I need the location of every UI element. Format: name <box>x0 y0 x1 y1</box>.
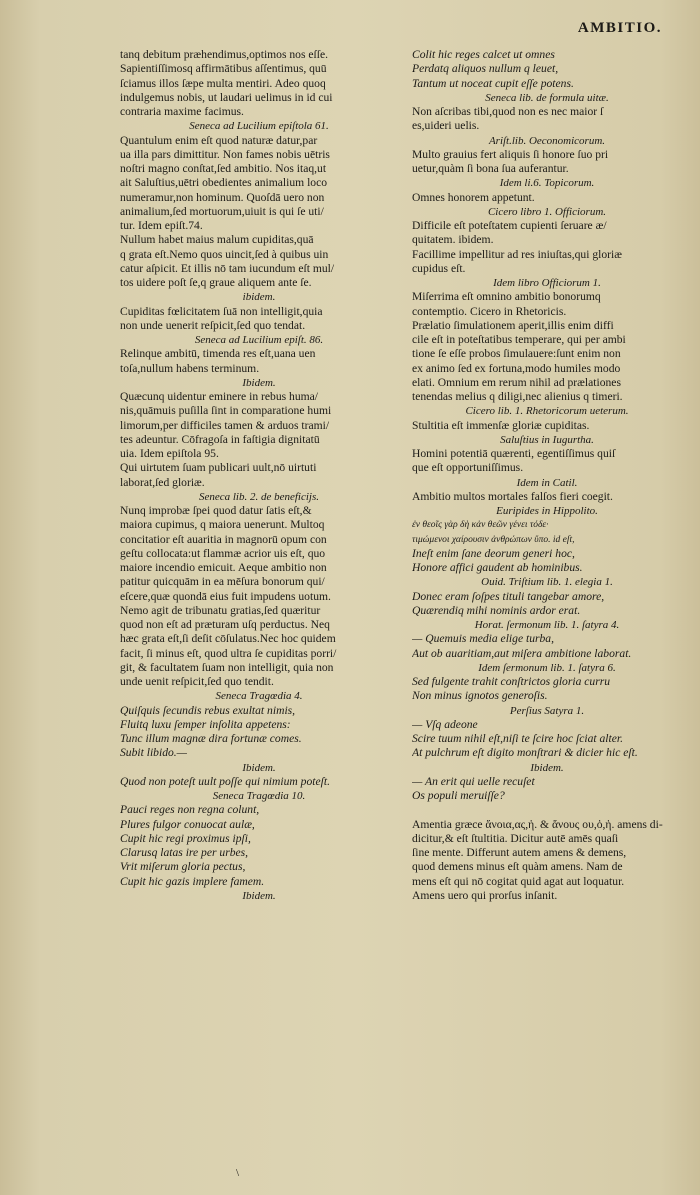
text-line: Quod non poteſt uult poſſe qui nimium poteſt. <box>120 774 330 788</box>
text-line: indulgemus nobis, ut laudari uelimus in id cui <box>120 90 333 104</box>
text-line: q grata eſt.Nemo quos uincit,ſed à quibus uin <box>120 247 329 261</box>
text-line: Os populi meruiſſe? <box>412 789 505 802</box>
text-line: tur. Idem epiſt.74. <box>120 219 203 232</box>
text-line: Quæcunq uidentur eminere in rebus huma/ <box>120 390 319 403</box>
text-line: catur aſpicit. Et illis nō tam iucundum eſt mul/ <box>120 261 335 275</box>
text-line: hæc grata eſt,ſi deſit cōſulatus.Nec hoc quidem <box>120 632 336 646</box>
text-line: Difficile eſt poteſtatem cupienti ſeruare æ/ <box>412 219 607 232</box>
text-line: Qui uirtutem ſuam publicari uult,nō uirtuti <box>120 461 317 475</box>
source-citation: Horat. ſermonum lib. 1. ſatyra 4. <box>474 619 620 631</box>
text-line: Tunc illum magnæ dira fortunæ comes. <box>120 732 302 745</box>
text-line: concitatior eſt auaritia in magnorū opum con <box>120 532 327 546</box>
source-citation: Euripides in Hippolito. <box>496 505 598 517</box>
text-line: ex animo ſed ex fortuna,modo humiles modo <box>412 361 621 375</box>
text-line: ſine mente. Differunt autem amens & demens, <box>412 846 627 859</box>
text-line: mens eſt qui nō cogitat quid agat aut loquatur. <box>412 874 625 888</box>
text-line: — An erit qui uelle recuſet <box>412 774 535 788</box>
text-line: Cupit hic regi proximus ipſi, <box>120 831 251 845</box>
text-line: cupidus eſt. <box>412 261 466 275</box>
text-line: — Vſq adeone <box>412 717 478 731</box>
left-column <box>120 48 398 903</box>
text-line: Stultitia eſt immenſæ gloriæ cupiditas. <box>412 418 590 432</box>
text-line: Pauci reges non regna colunt, <box>120 803 260 817</box>
text-line: Relinque ambitū, timenda res eſt,uana uen <box>120 347 316 361</box>
source-citation: Seneca Tragœdia 4. <box>215 690 303 703</box>
text-line: Sed fulgente trahit conſtrictos gloria curru <box>412 675 611 688</box>
source-citation: Idem libro Officiorum 1. <box>493 277 601 289</box>
text-line: Honore affici gaudent ab hominibus. <box>412 561 583 574</box>
text-line: tione ſe eſſe probos ſimulauere:ſunt enim non <box>412 347 621 361</box>
text-line: tos uidere poſt ſe,q graue aliquem ante ſe. <box>120 276 312 289</box>
text-line: Miſerrima eſt omnino ambitio bonorumq <box>412 290 601 304</box>
text-line: tenendas melius q diligi,nec alienius q timeri. <box>412 390 623 403</box>
text-line: Nemo agit de tribunatu gratias,ſed quæritur <box>120 603 321 617</box>
text-line: patitur quicquām in ea mēſura bonorum qui/ <box>120 575 325 589</box>
source-citation: Ariſt.lib. Oeconomicorum. <box>488 134 606 147</box>
text-line: Subit libido.— <box>120 746 187 760</box>
text-line: quitatem. ibidem. <box>412 233 494 247</box>
text-line: unde uenit reſpicit,ſed quo tendit. <box>120 675 274 688</box>
source-citation: Ibidem. <box>242 889 276 902</box>
source-citation: Cicero lib. 1. Rhetoricorum ueterum. <box>465 405 629 418</box>
text-line: Facillime impellitur ad res iniuſtas,qui gloriæ <box>412 247 622 261</box>
text-line: Quantulum enim eſt quod naturæ datur,par <box>120 133 318 147</box>
text-line: Donec eram ſoſpes tituli tangebar amore, <box>412 589 605 603</box>
source-citation: Seneca lib. de formula uitæ. <box>485 91 609 104</box>
text-line: es,uideri uelis. <box>412 119 480 133</box>
text-line: Omnes honorem appetunt. <box>412 190 535 204</box>
text-line: Nunq improbæ ſpei quod datur ſatis eſt,& <box>120 504 312 517</box>
source-citation: Idem ſermonum lib. 1. ſatyra 6. <box>478 661 616 674</box>
text-line: animalium,ſed mortuorum,uiuit is qui ſe uti/ <box>120 204 324 218</box>
text-line: noſtri magno conſtat,ſed ambitio. Nos itaq,ut <box>120 162 327 175</box>
text-line: At pulchrum eſt digito monſtrari & dicier hic eſt. <box>412 746 638 760</box>
text-line: facit, ſi minus eſt, quod ultra ſe cupiditas porri/ <box>120 646 337 660</box>
text-line: toſa,nullum habens terminum. <box>120 361 260 375</box>
text-line: Scire tuum nihil eſt,niſi te ſcire hoc ſciat alter. <box>412 732 624 745</box>
text-line: Perdatq aliquos nullum q leuet, <box>412 62 559 76</box>
text-line: Vrit miſerum gloria pectus, <box>120 860 246 874</box>
text-line: Sapientiſſimosq affirmātibus aſſentimus, quū <box>120 62 327 76</box>
text-line: Colit hic reges calcet ut omnes <box>412 48 555 61</box>
text-line: nis,quāmuis puſilla ſint in comparatione humi <box>120 404 332 418</box>
text-line: contemptio. Cicero in Rhetoricis. <box>412 304 567 318</box>
text-line: Clarusq latas ire per urbes, <box>120 846 249 859</box>
text-line: τιμώμενοι χαίρουσιν ἀνθρώπων ὕπο. id eſt, <box>412 534 575 545</box>
source-citation: Ouid. Triſtium lib. 1. elegia 1. <box>481 576 613 589</box>
text-line: dicitur,& eſt ſtultitia. Dicitur autē amēs quaſi <box>412 831 619 845</box>
text-line: Cupit hic gazis implere famem. <box>120 874 265 888</box>
text-line: maiora cupimus, q maiora uenerunt. Multoq <box>120 518 325 532</box>
bottom-mark: \ <box>236 1167 240 1179</box>
running-head: AMBITIO. <box>577 20 662 36</box>
text-line: maiore incendio emicuit. Aeque ambitio non <box>120 561 327 574</box>
source-citation: Idem li.6. Topicorum. <box>499 177 595 190</box>
source-citation: ibidem. <box>242 291 276 304</box>
text-line: uetur,quàm ſi bona ſua auferantur. <box>412 162 569 175</box>
text-line: Quiſquis ſecundis rebus exultat nimis, <box>120 703 296 717</box>
text-line: quod non eſt ad præturam uſq perductus. Neq <box>120 618 330 631</box>
source-citation: Seneca ad Lucilium epiſtola 61. <box>189 120 329 133</box>
text-line: geſtu collocata:ut flammæ acrior uis eſt, quo <box>120 546 326 560</box>
text-line: tanq debitum præhendimus,optimos nos eſſe. <box>120 48 329 61</box>
text-line: Ineſt enim ſane deorum generi hoc, <box>412 546 575 560</box>
text-line: Ambitio multos mortales falſos fieri coegit. <box>412 489 613 503</box>
source-citation: Ibidem. <box>530 761 564 774</box>
text-line: eſcere,quæ quondā eius fuit impudens uotum. <box>120 589 331 603</box>
text-line: Multo grauius fert aliquis ſi honore ſuo pri <box>412 147 609 161</box>
text-line: Plures fulgor conuocat aulæ, <box>120 817 255 831</box>
text-line: Homini potentiā quærenti, egentiſſimus quiſ <box>412 447 616 460</box>
text-line: cile eſt in poteſtatibus temperare, qui per ambi <box>412 333 626 346</box>
source-citation: Seneca lib. 2. de beneficijs. <box>198 490 320 503</box>
text-line: laborat,ſed gloriæ. <box>120 475 205 489</box>
text-line: Amens uero qui prorſus inſanit. <box>412 888 558 902</box>
right-column <box>412 48 682 903</box>
text-line: Aut ob auaritiam,aut miſera ambitione laborat. <box>412 646 632 660</box>
source-citation: Seneca ad Lucilium epiſt. 86. <box>194 334 324 346</box>
source-citation: Perſius Satyra 1. <box>509 704 585 717</box>
text-line: Nullum habet maius malum cupiditas,quā <box>120 233 314 247</box>
source-citation: Cicero libro 1. Officiorum. <box>487 205 607 218</box>
text-line: ſciamus illos ſæpe multa mentiri. Adeo quoq <box>120 76 326 90</box>
text-line <box>412 803 682 817</box>
source-citation: Idem in Catil. <box>516 476 578 489</box>
text-line: Non aſcribas tibi,quod non es nec maior ſ <box>412 105 604 118</box>
text-line: ἐν θεοῖς γὰρ δὴ κἀν θεῶν γένει τόδε· <box>412 520 549 531</box>
source-citation: Saluſtius in Iugurtha. <box>500 433 594 446</box>
text-line: contraria maxime facimus. <box>120 105 244 118</box>
text-line: Fluitq luxu ſemper inſolita appetens: <box>120 717 291 731</box>
text-line: que eſt opportuniſſimus. <box>412 461 524 475</box>
text-line: Quærendiq mihi nominis ardor erat. <box>412 603 581 617</box>
source-citation: Seneca Tragœdia 10. <box>212 790 306 802</box>
text-line: — Quemuis media elige turba, <box>412 632 555 646</box>
text-line: Prælatio ſimulationem aperit,illis enim diffi <box>412 318 614 332</box>
text-line: quod demens minus eſt quàm amens. Nam de <box>412 860 623 874</box>
text-line: tes adeuntur. Cōfragoſa in faſtigia dignitatū <box>120 432 320 446</box>
text-line: elati. Omnium em rerum nihil ad prælationes <box>412 375 621 389</box>
text-line: Cupiditas fœlicitatem ſuā non intelligit,quia <box>120 304 323 318</box>
text-line: git, & facultatem ſuam non intelligit, quia non <box>120 660 334 674</box>
text-line: Non minus ignotos generoſis. <box>412 689 548 703</box>
text-line: Amentia græce ἄνοια,ας,ἡ. & ἄνους ου,ὁ,ἡ. amens di- <box>412 817 663 831</box>
text-line: uia. Idem epiſtola 95. <box>120 447 219 460</box>
text-line: Tantum ut noceat cupit eſſe potens. <box>412 76 574 90</box>
text-line: numeramur,non hominum. Quoſdā uero non <box>120 190 325 204</box>
text-line: ait Saluſtius,uētri obedientes animalium loco <box>120 176 328 190</box>
text-line: ua illa pars dimittitur. Non fames nobis uētris <box>120 147 330 161</box>
source-citation: Ibidem. <box>242 761 276 774</box>
text-line: non unde uenerit reſpicit,ſed quo tendat. <box>120 318 306 332</box>
source-citation: Ibidem. <box>242 376 276 389</box>
text-line: limorum,per difficiles tamen & arduos trami/ <box>120 418 330 432</box>
